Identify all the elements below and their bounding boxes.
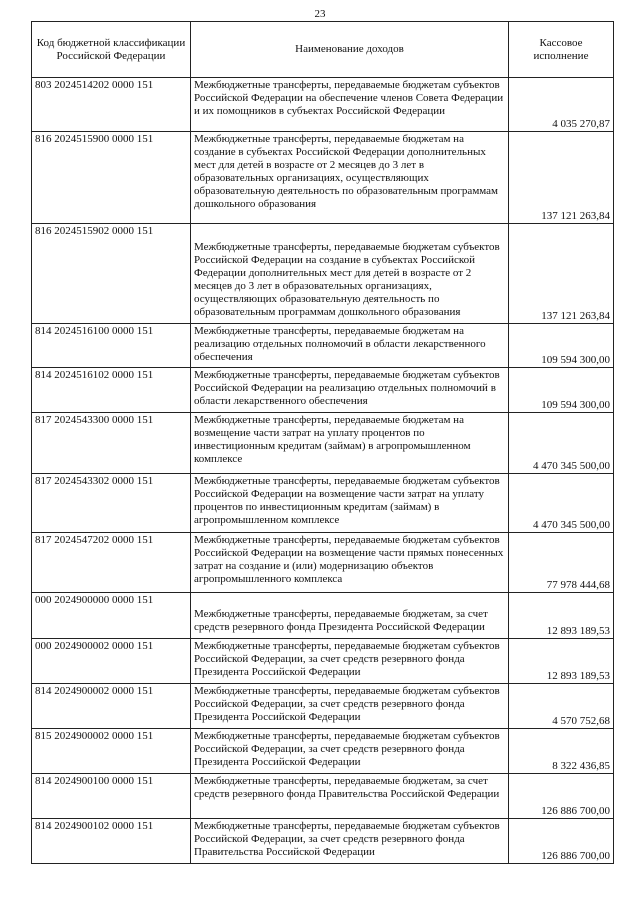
table-row: [32, 78, 614, 132]
row-name: Межбюджетные трансферты, передаваемые бюджетам субъектов Российской Федерации, за счет средств резервного фонда Президента Российской Федерации: [191, 729, 509, 774]
row-amount: 8 322 436,85: [509, 729, 614, 774]
header-code: Код бюджетной классификации Российской Федерации: [32, 22, 191, 78]
row-code: 816 2024515900 0000 151: [32, 132, 191, 224]
table-row: [32, 324, 614, 368]
row-code: 815 2024900002 0000 151: [32, 729, 191, 774]
row-name: Межбюджетные трансферты, передаваемые бюджетам субъектов Российской Федерации, за счет средств резервного фонда Президента Российской Федерации: [191, 684, 509, 729]
row-name: Межбюджетные трансферты, передаваемые бюджетам на реализацию отдельных полномочий в области лекарственного обеспечения: [191, 324, 509, 368]
table-row: [32, 224, 614, 324]
row-name: Межбюджетные трансферты, передаваемые бюджетам субъектов Российской Федерации, за счет средств резервного фонда Президента Российской Федерации: [191, 639, 509, 684]
row-code: 000 2024900002 0000 151: [32, 639, 191, 684]
row-code: 814 2024900002 0000 151: [32, 684, 191, 729]
row-name: Межбюджетные трансферты, передаваемые бюджетам субъектов Российской Федерации на обеспечение членов Совета Федерации и их помощников в субъектах Российской Федерации: [191, 78, 509, 132]
row-code: 814 2024516102 0000 151: [32, 368, 191, 413]
table-row: [32, 413, 614, 474]
header-amount: Кассовое исполнение: [509, 22, 614, 78]
row-name: Межбюджетные трансферты, передаваемые бюджетам, за счет средств резервного фонда Президента Российской Федерации: [191, 593, 509, 639]
row-name: Межбюджетные трансферты, передаваемые бюджетам субъектов Российской Федерации на реализацию отдельных полномочий в области лекарственного обеспечения: [191, 368, 509, 413]
table-row: [32, 774, 614, 819]
row-amount: 4 470 345 500,00: [509, 474, 614, 533]
table-row: [32, 684, 614, 729]
row-code: 814 2024516100 0000 151: [32, 324, 191, 368]
row-amount: 4 035 270,87: [509, 78, 614, 132]
row-name: Межбюджетные трансферты, передаваемые бюджетам субъектов Российской Федерации на создание в субъектах Российской Федерации дополнительных мест для детей в возрасте от 2 месяцев до 3 лет в образовательных организациях, осуществляющих образовательную деятельность по образовательным программам дошкольного образования: [191, 224, 509, 324]
table-row: [32, 132, 614, 224]
row-amount: 109 594 300,00: [509, 368, 614, 413]
revenue-table: [31, 21, 614, 864]
row-amount: 137 121 263,84: [509, 224, 614, 324]
row-name: Межбюджетные трансферты, передаваемые бюджетам на возмещение части затрат на уплату процентов по инвестиционным кредитам (займам) в агропромышленном комплексе: [191, 413, 509, 474]
row-amount: 4 470 345 500,00: [509, 413, 614, 474]
row-name: Межбюджетные трансферты, передаваемые бюджетам, за счет средств резервного фонда Правительства Российской Федерации: [191, 774, 509, 819]
row-amount: 126 886 700,00: [509, 819, 614, 864]
page-number: 23: [314, 8, 326, 20]
table-row: [32, 474, 614, 533]
row-amount: 109 594 300,00: [509, 324, 614, 368]
row-code: 814 2024900102 0000 151: [32, 819, 191, 864]
row-amount: 12 893 189,53: [509, 593, 614, 639]
row-amount: 12 893 189,53: [509, 639, 614, 684]
row-code: 000 2024900000 0000 151: [32, 593, 191, 639]
row-code: 814 2024900100 0000 151: [32, 774, 191, 819]
table-row: [32, 533, 614, 593]
row-code: 803 2024514202 0000 151: [32, 78, 191, 132]
row-code: 817 2024543300 0000 151: [32, 413, 191, 474]
table-row: [32, 593, 614, 639]
row-amount: 137 121 263,84: [509, 132, 614, 224]
row-amount: 4 570 752,68: [509, 684, 614, 729]
row-amount: 126 886 700,00: [509, 774, 614, 819]
table-row: [32, 368, 614, 413]
table-row: [32, 819, 614, 864]
table-header-row: [32, 22, 614, 78]
row-name: Межбюджетные трансферты, передаваемые бюджетам субъектов Российской Федерации на возмещение части прямых понесенных затрат на создание и (или) модернизацию объектов агропромышленного комплекса: [191, 533, 509, 593]
row-name: Межбюджетные трансферты, передаваемые бюджетам субъектов Российской Федерации, за счет средств резервного фонда Правительства Российской Федерации: [191, 819, 509, 864]
header-name: Наименование доходов: [191, 22, 509, 78]
row-code: 816 2024515902 0000 151: [32, 224, 191, 324]
table-row: [32, 639, 614, 684]
row-code: 817 2024547202 0000 151: [32, 533, 191, 593]
row-code: 817 2024543302 0000 151: [32, 474, 191, 533]
row-name: Межбюджетные трансферты, передаваемые бюджетам на создание в субъектах Российской Федерации дополнительных мест для детей в возрасте от 2 месяцев до 3 лет в образовательных организациях, осуществляющих образовательную деятельность по образовательным программам дошкольного образования: [191, 132, 509, 224]
table-row: [32, 729, 614, 774]
row-amount: 77 978 444,68: [509, 533, 614, 593]
row-name: Межбюджетные трансферты, передаваемые бюджетам субъектов Российской Федерации на возмещение части затрат на уплату процентов по инвестиционным кредитам (займам) в агропромышленном комплексе: [191, 474, 509, 533]
